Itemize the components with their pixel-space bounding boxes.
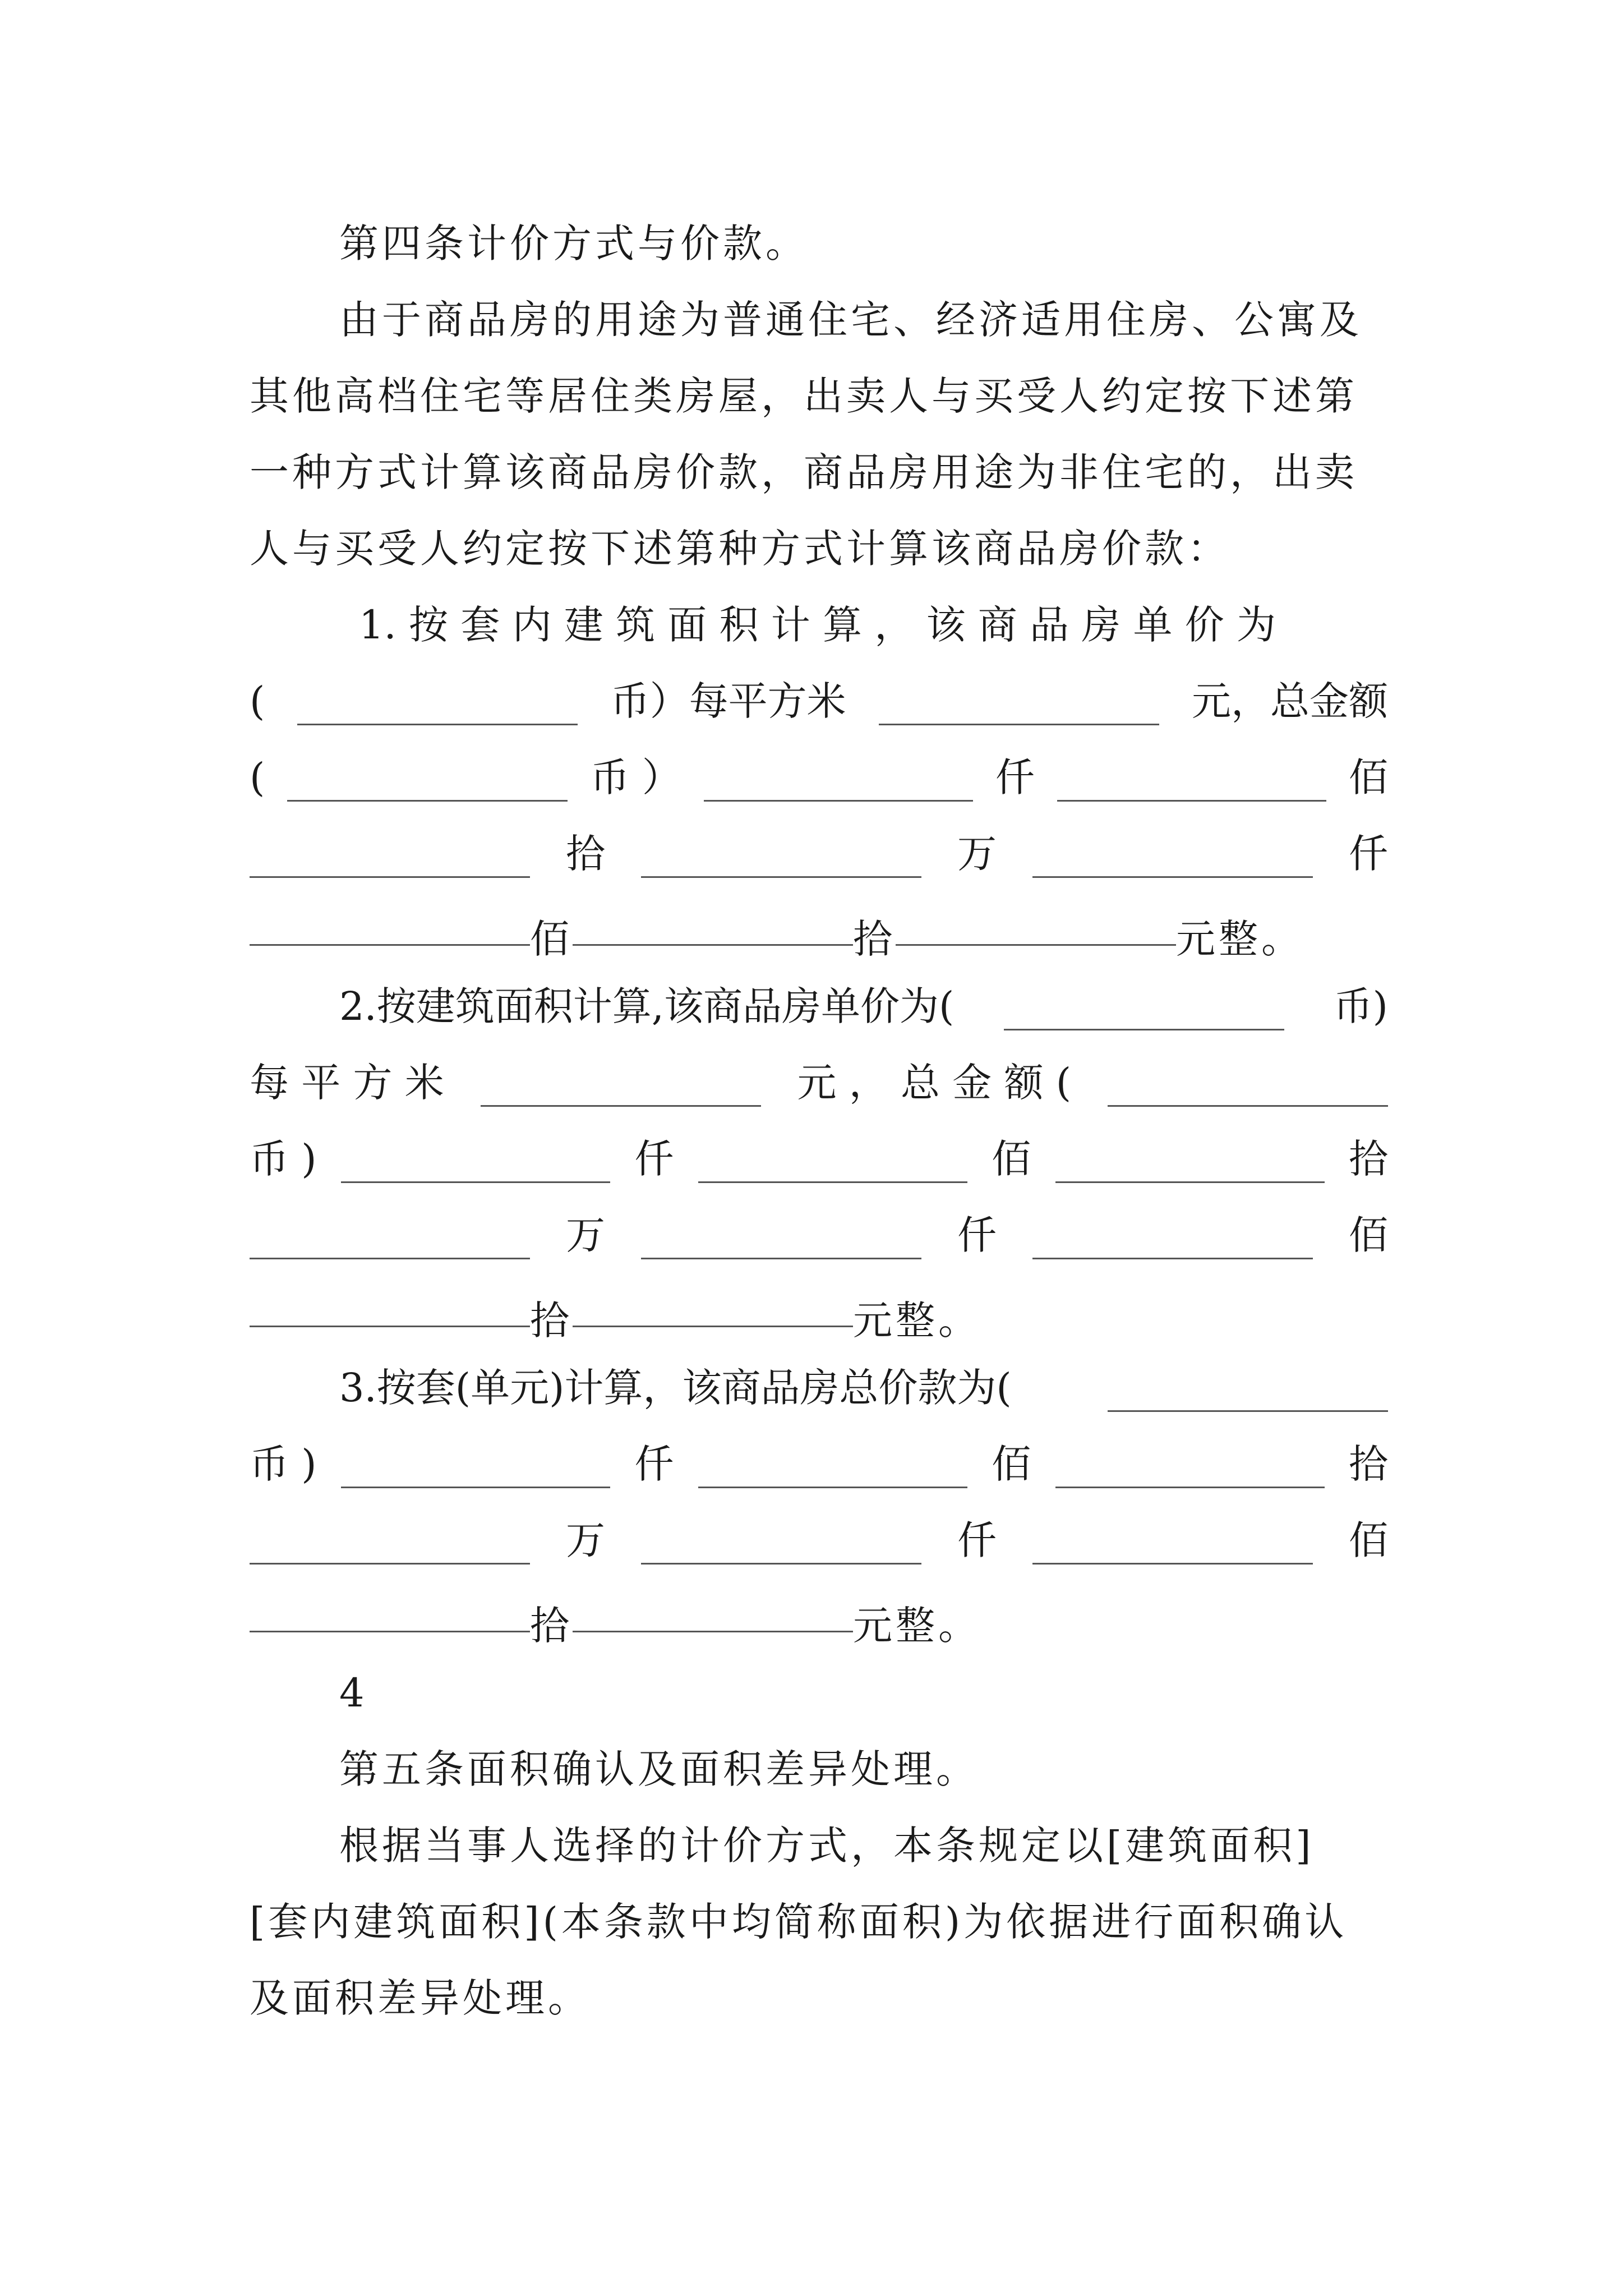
item1-line-5 [250,899,1388,961]
item1-open-paren: ( [250,678,265,724]
item1-wan-label: 万 [957,831,997,877]
item1-qian2-blank[interactable] [1032,831,1313,878]
article4-heading: 第四条计价方式与价款。 [339,220,808,266]
item2-shi2-blank[interactable] [250,1281,530,1327]
item1-lead-text: 1. 按 套 内 建 筑 面 积 计 算 ， 该 商 品 房 单 价 为 [359,602,1276,648]
item3-currency-label: 币 ) [250,1441,317,1487]
item2-line-4 [250,1204,1388,1266]
item2-total-label: 元 ， 总 金 额 ( [797,1060,1072,1106]
article5-heading: 第五条面积确认及面积差异处理。 [339,1746,979,1792]
intro-line-1: 由于商品房的用途为普通住宅、经济适用住房、公寓及 [339,297,1362,343]
item1-line-3 [250,747,1388,808]
item1-shi2-label: 拾 [853,916,896,962]
item2-bai2-blank[interactable] [1032,1213,1313,1259]
item2-wan-blank[interactable] [250,1213,530,1259]
item2-yuan-blank[interactable] [573,1281,853,1327]
article5-line-3: 及面积差异处理。 [250,1975,591,2021]
item1-line-2 [250,670,1388,732]
item1-qian-blank[interactable] [704,755,973,802]
item2-qian-label: 仟 [634,1136,674,1182]
item1-currency-label: 币）每平方米 [610,678,846,724]
item1-lead [359,594,1388,656]
item3-shi2-label: 拾 [530,1603,573,1649]
item3-shi-blank[interactable] [1055,1442,1325,1488]
item1-shi-blank[interactable] [250,831,530,878]
item3-wan-blank[interactable] [250,1518,530,1565]
item3-shi-label: 拾 [1349,1441,1388,1487]
item2-bai-blank[interactable] [698,1137,967,1183]
item1-wan-blank[interactable] [641,831,921,878]
item1-line-4 [250,823,1388,885]
item2-currency-blank[interactable] [1004,984,1284,1030]
item2-shi2-label: 拾 [530,1297,573,1343]
intro-line-4: 人与买受人约定按下述第种方式计算该商品房价款： [250,526,1230,572]
item3-bai2-blank[interactable] [1032,1518,1313,1565]
item3-yuan-end-label: 元整。 [853,1603,981,1649]
article5-line-2: [套内建筑面积](本条款中均简称面积)为依据进行面积确认 [250,1899,1348,1945]
item1-shi-label: 拾 [566,831,605,877]
item1-yuan-blank[interactable] [896,899,1176,946]
item2-currency-label-2: 币 ) [250,1136,317,1182]
item2-line-1 [339,976,1388,1037]
page-number: 4 [339,1670,368,1716]
item3-qian2-label: 仟 [957,1517,997,1563]
item2-qian-blank[interactable] [341,1137,610,1183]
item2-qian2-label: 仟 [957,1212,997,1258]
item2-per-sqm-label: 每 平 方 米 [250,1060,444,1106]
item3-line-4 [250,1586,1388,1648]
item3-qian2-blank[interactable] [641,1518,921,1565]
item3-wan-label: 万 [566,1517,605,1563]
item1-yuan-end-label: 元整。 [1176,916,1304,962]
item1-qian2-label: 仟 [1349,831,1388,877]
item3-line-1 [339,1357,1388,1419]
item1-total-currency-blank[interactable] [287,755,568,802]
item2-currency-label: 币) [1333,983,1388,1029]
item3-currency-blank[interactable] [1108,1365,1388,1412]
item3-lead-text: 3.按套(单元)计算，该商品房总价款为( [339,1365,1012,1411]
item2-shi-blank[interactable] [1055,1137,1325,1183]
item3-line-3 [250,1510,1388,1571]
item1-shi2-blank[interactable] [573,899,853,946]
item3-shi2-blank[interactable] [250,1586,530,1632]
item2-bai2-label: 佰 [1349,1212,1388,1258]
item3-bai2-label: 佰 [1349,1517,1388,1563]
item1-bai-blank[interactable] [1057,755,1326,802]
item3-bai-blank[interactable] [698,1442,967,1488]
article5-line-1: 根据当事人选择的计价方式，本条规定以[建筑面积] [339,1823,1315,1869]
item2-unit-price-blank[interactable] [481,1060,761,1107]
item1-open-paren-2: ( [250,754,265,800]
item1-qian-label: 仟 [995,754,1035,800]
item1-bai2-blank[interactable] [250,899,530,946]
item3-qian-blank[interactable] [341,1442,610,1488]
item1-unit-price-blank[interactable] [879,679,1159,725]
item2-line-3 [250,1128,1388,1190]
intro-line-3: 一种方式计算该商品房价款，商品房用途为非住宅的，出卖 [250,449,1358,495]
item2-bai-label: 佰 [992,1136,1031,1182]
item2-line-5 [250,1281,1388,1342]
item2-line-2 [250,1052,1388,1114]
item1-bai-label: 佰 [1348,754,1388,800]
item2-wan-label: 万 [566,1212,605,1258]
item3-qian-label: 仟 [634,1441,674,1487]
intro-line-2: 其他高档住宅等居住类房屋，出卖人与买受人约定按下述第 [250,373,1358,419]
item1-total-label: 元，总金额 [1192,678,1388,724]
item1-currency-blank[interactable] [297,679,578,725]
item2-shi-label: 拾 [1349,1136,1388,1182]
item2-total-currency-blank[interactable] [1108,1060,1388,1107]
item3-bai-label: 佰 [992,1441,1031,1487]
item1-bai2-label: 佰 [530,916,573,962]
item3-yuan-blank[interactable] [573,1586,853,1632]
item1-currency-label-2: 币 ） [590,754,681,800]
item2-lead-text: 2.按建筑面积计算,该商品房单价为( [339,983,955,1029]
item2-qian2-blank[interactable] [641,1213,921,1259]
item3-line-2 [250,1433,1388,1495]
item2-yuan-end-label: 元整。 [853,1297,981,1343]
